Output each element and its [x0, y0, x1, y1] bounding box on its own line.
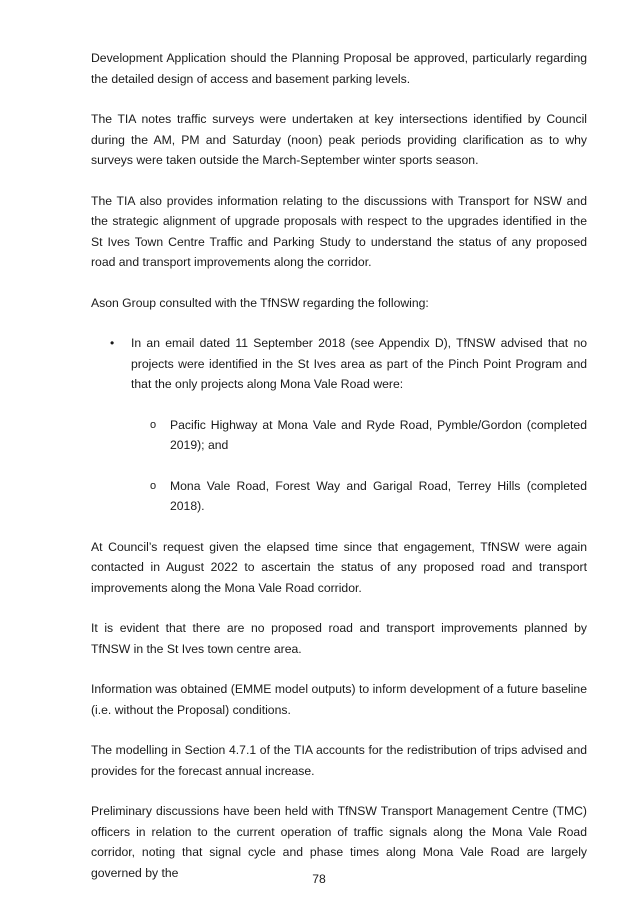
sub-bullet-marker: o: [150, 479, 157, 492]
paragraph: At Council’s request given the elapsed time since that engagement, TfNSW were again contacted in August 2022 to ascertain the status of any proposed road and transport improvements along the Mona Vale Road corridor.: [91, 539, 587, 595]
paragraph: Information was obtained (EMME model outputs) to inform development of a future baseline (i.e. without the Proposal) conditions.: [91, 682, 587, 717]
paragraph: Development Application should the Planning Proposal be approved, particularly regarding the detailed design of access and basement parking levels.: [91, 51, 587, 86]
bullet-item: [91, 333, 587, 395]
sub-bullet-marker: o: [150, 418, 157, 431]
paragraph: It is evident that there are no proposed road and transport improvements planned by TfNSW in the St Ives town centre area.: [91, 621, 587, 656]
bullet-marker: •: [110, 336, 115, 350]
bullet-text: In an email dated 11 September 2018 (see Appendix D), TfNSW advised that no projects were identified in the St Ives area as part of the Pinch Point Program and that the only projects along Mona Vale Road were:: [131, 336, 587, 391]
sub-bullet-item: [91, 476, 587, 517]
paragraph: Ason Group consulted with the TfNSW regarding the following:: [91, 295, 429, 310]
paragraph: Preliminary discussions have been held with TfNSW Transport Management Centre (TMC) officers in relation to the current operation of traffic signals along the Mona Vale Road corridor, noting that signal cycle and phase times along Mona Vale Road are largely governed by the: [91, 804, 587, 880]
page-number: 78: [312, 872, 326, 886]
paragraph: The TIA notes traffic surveys were undertaken at key intersections identified by Council during the AM, PM and Saturday (noon) peak periods providing clarification as to why surveys were taken outside the March-September winter sports season.: [91, 112, 587, 167]
sub-bullet-text: Mona Vale Road, Forest Way and Garigal Road, Terrey Hills (completed 2018).: [170, 478, 587, 513]
document-body: [91, 48, 587, 903]
paragraph: The modelling in Section 4.7.1 of the TIA accounts for the redistribution of trips advised and provides for the forecast annual increase.: [91, 743, 587, 778]
paragraph: The TIA also provides information relating to the discussions with Transport for NSW and the strategic alignment of upgrade proposals with respect to the upgrades identified in the St Ives Town Centre Traffic and Parking Study to understand the status of any proposed road and transport improvements along the corridor.: [91, 193, 587, 269]
sub-bullet-text: Pacific Highway at Mona Vale and Ryde Road, Pymble/Gordon (completed 2019); and: [170, 417, 587, 452]
sub-bullet-item: [91, 415, 587, 456]
